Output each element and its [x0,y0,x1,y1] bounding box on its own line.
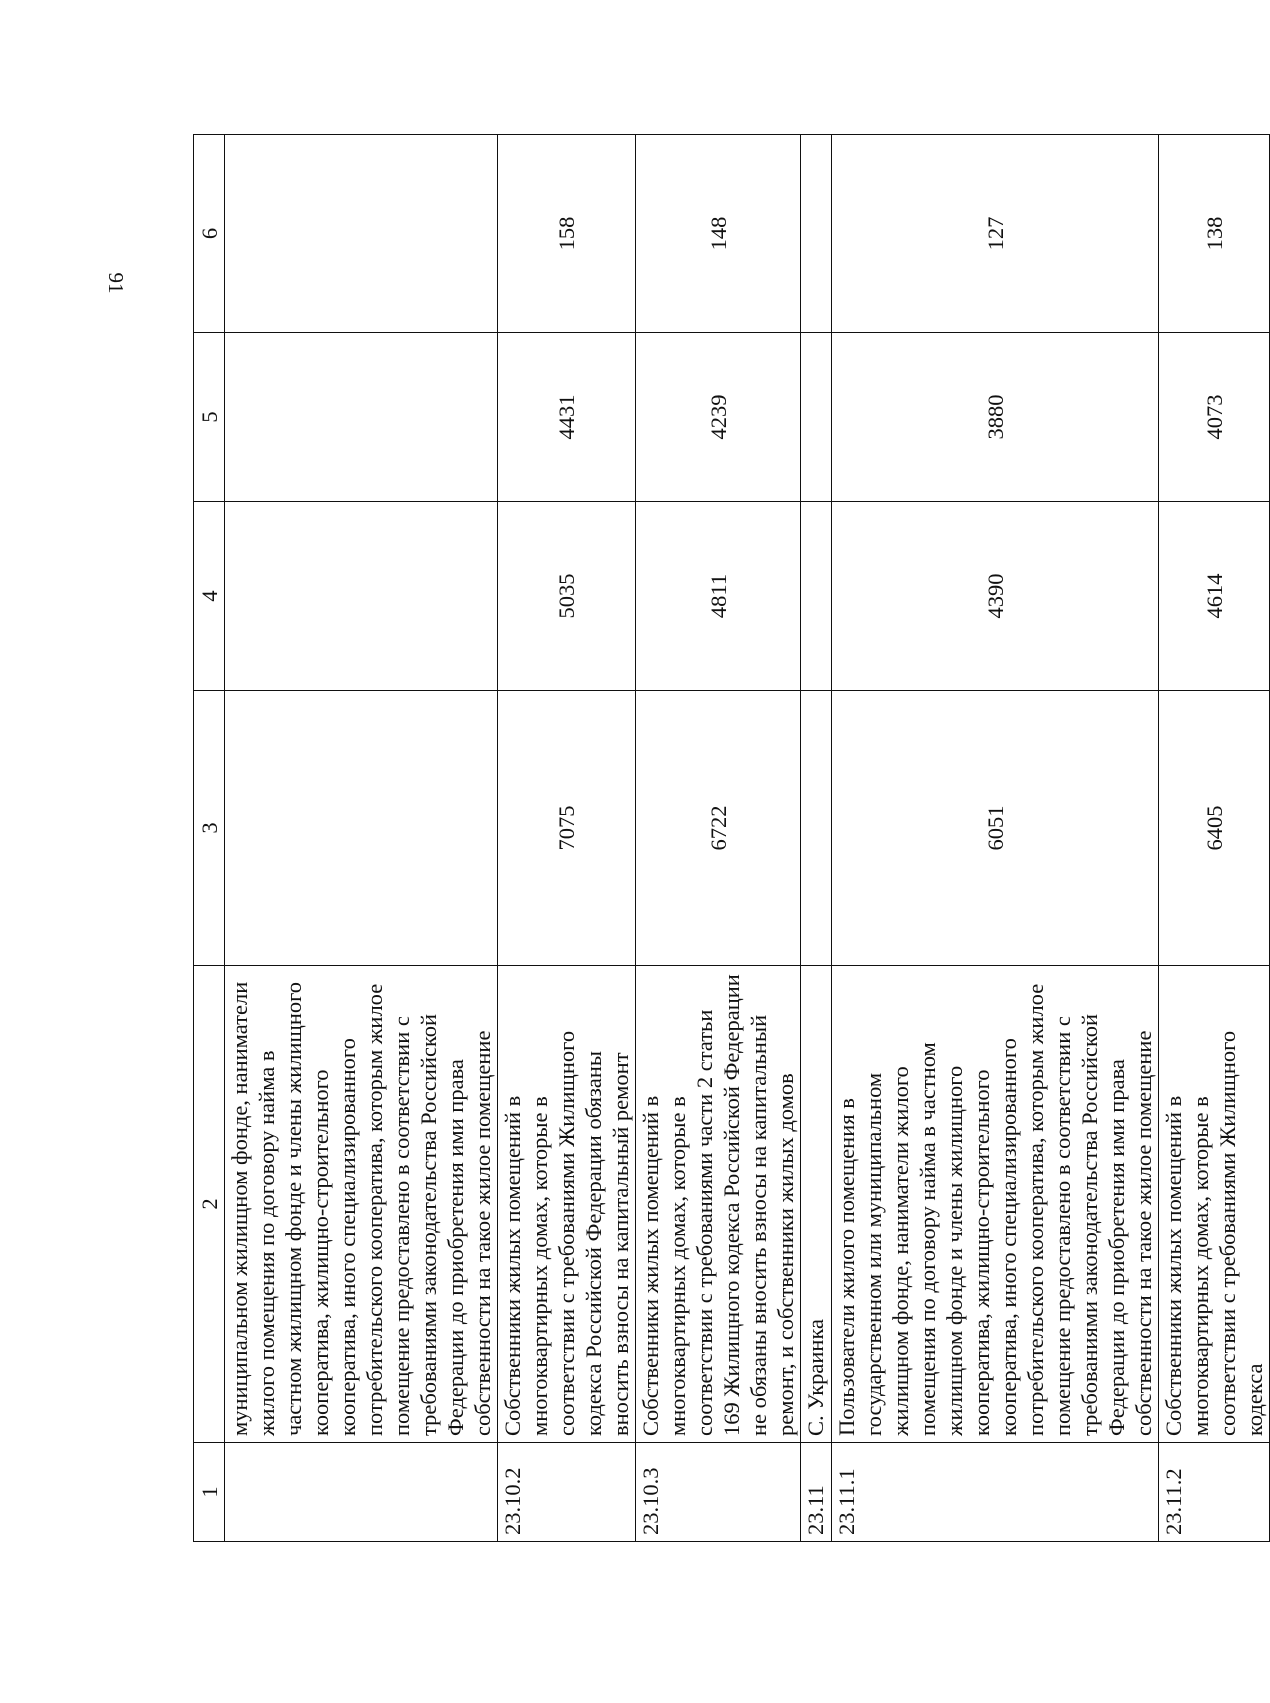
rotated-table-container [193,135,1267,1542]
row-code: 23.11.2 [1159,1443,1270,1542]
row-description: Пользователи жилого помещения в государственном или муниципальном жилищном фонде, наниматели жилого помещения по договору найма в частном жилищном фонде и члены жилищного кооператива, жилищно-строительного кооператива, иного специализированного потребительского кооператива, которым жилое помещение предоставлено в соответствии с требованиями законодательства Российской Федерации до приобретения ими права собственности на такое жилое помещение [832,966,1159,1443]
row-value-col3: 6405 [1159,691,1270,966]
tariff-table [193,134,1270,1542]
table-row [801,135,832,1542]
row-value-col6 [225,135,498,333]
header-cell-5: 5 [194,333,225,502]
header-row [194,135,225,1542]
header-cell-4: 4 [194,502,225,691]
row-description: муниципальном жилищном фонде, наниматели жилого помещения по договору найма в частном жилищном фонде и члены жилищного кооператива, жилищно-строительного кооператива, иного специализированного потребительского кооператива, которым жилое помещение предоставлено в соответствии с требованиями законодательства Российской Федерации до приобретения ими права собственности на такое жилое помещение [225,966,498,1443]
row-value-col4: 5035 [498,502,636,691]
row-value-col3 [801,691,832,966]
row-value-col6 [801,135,832,333]
row-value-col6: 127 [832,135,1159,333]
header-cell-6: 6 [194,135,225,333]
table-row [225,135,498,1542]
header-cell-2: 2 [194,966,225,1443]
row-description: Собственники жилых помещений в многоквартирных домах, которые в соответствии с требованиями Жилищного кодекса Российской Федерации обязаны вносить взносы на капитальный ремонт [498,966,636,1443]
row-value-col5: 4239 [636,333,801,502]
row-value-col4 [225,502,498,691]
row-code: 23.10.3 [636,1443,801,1542]
row-value-col5: 4073 [1159,333,1270,502]
row-code: 23.10.2 [498,1443,636,1542]
row-value-col4 [801,502,832,691]
row-value-col6: 158 [498,135,636,333]
row-value-col6: 148 [636,135,801,333]
row-value-col5 [801,333,832,502]
row-value-col4: 4614 [1159,502,1270,691]
table-row [1159,135,1270,1542]
row-value-col4: 4811 [636,502,801,691]
table-row [636,135,801,1542]
table-row [498,135,636,1542]
row-code [225,1443,498,1542]
row-description: Собственники жилых помещений в многоквартирных домах, которые в соответствии с требованиями части 2 статьи 169 Жилищного кодекса Российской Федерации не обязаны вносить взносы на капитальный ремонт, и собственники жилых домов [636,966,801,1443]
row-value-col6: 138 [1159,135,1270,333]
row-code: 23.11.1 [832,1443,1159,1542]
row-value-col3: 6722 [636,691,801,966]
row-description: Собственники жилых помещений в многоквартирных домах, которые в соответствии с требованиями Жилищного кодекса [1159,966,1270,1443]
header-cell-3: 3 [194,691,225,966]
row-value-col5: 4431 [498,333,636,502]
row-value-col3 [225,691,498,966]
row-value-col4: 4390 [832,502,1159,691]
row-value-col5 [225,333,498,502]
table-row [832,135,1159,1542]
page-number: 91 [104,272,128,294]
row-description: С. Украинка [801,966,832,1443]
row-value-col3: 6051 [832,691,1159,966]
row-value-col5: 3880 [832,333,1159,502]
row-code: 23.11 [801,1443,832,1542]
header-cell-1: 1 [194,1443,225,1542]
row-value-col3: 7075 [498,691,636,966]
